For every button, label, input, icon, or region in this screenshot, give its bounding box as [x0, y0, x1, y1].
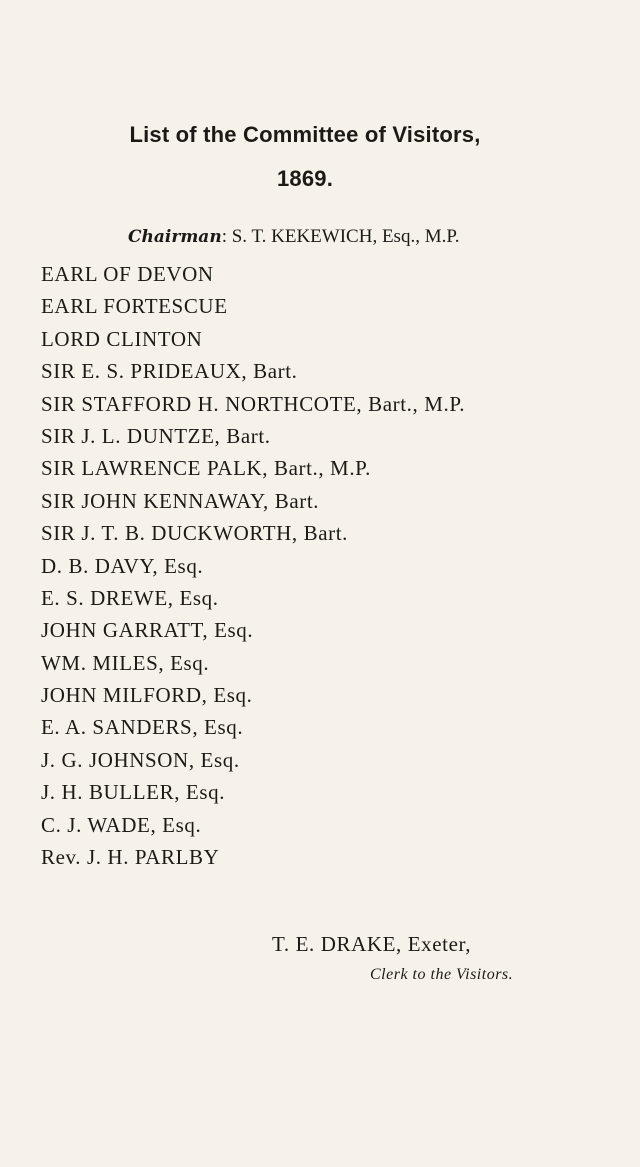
- list-item: SIR J. T. B. DUCKWORTH, Bart.: [41, 521, 349, 546]
- list-item: EARL OF DEVON: [41, 262, 214, 286]
- document-title: List of the Committee of Visitors,: [129, 122, 481, 147]
- list-item: SIR JOHN KENNAWAY, Bart.: [41, 488, 320, 513]
- list-item: LORD CLINTON: [41, 326, 203, 351]
- list-item: Rev. J. H. PARLBY: [41, 845, 220, 870]
- clerk-role: Clerk to the Visitors.: [370, 966, 514, 983]
- list-item: J. G. JOHNSON, Esq.: [41, 747, 240, 772]
- list-item: SIR STAFFORD H. NORTHCOTE, Bart., M.P.: [41, 391, 466, 416]
- list-item: SIR E. S. PRIDEAUX, Bart.: [41, 359, 298, 384]
- list-item: E. S. DREWE, Esq.: [41, 585, 219, 610]
- list-item: JOHN MILFORD, Esq.: [41, 683, 253, 708]
- list-item: E. A. SANDERS, Esq.: [41, 715, 244, 740]
- chairman-label: Chairman: [128, 227, 222, 247]
- list-item: C. J. WADE, Esq.: [41, 812, 202, 837]
- list-item: D. B. DAVY, Esq.: [41, 553, 204, 578]
- chairman-line: [128, 226, 460, 248]
- list-item: EARL FORTESCUE: [41, 294, 228, 319]
- document-year: 1869.: [276, 166, 334, 191]
- list-item: J. H. BULLER, Esq.: [41, 780, 226, 805]
- chairman-separator: :: [221, 226, 227, 247]
- clerk-name: T. E. DRAKE, Exeter,: [272, 932, 472, 956]
- list-item: SIR J. L. DUNTZE, Bart.: [41, 423, 271, 448]
- list-item: JOHN GARRATT, Esq.: [41, 618, 254, 643]
- list-item: WM. MILES, Esq.: [41, 650, 210, 675]
- committee-members-list: [41, 258, 465, 873]
- chairman-name: S. T. KEKEWICH, Esq., M.P.: [231, 226, 460, 247]
- list-item: SIR LAWRENCE PALK, Bart., M.P.: [41, 456, 371, 481]
